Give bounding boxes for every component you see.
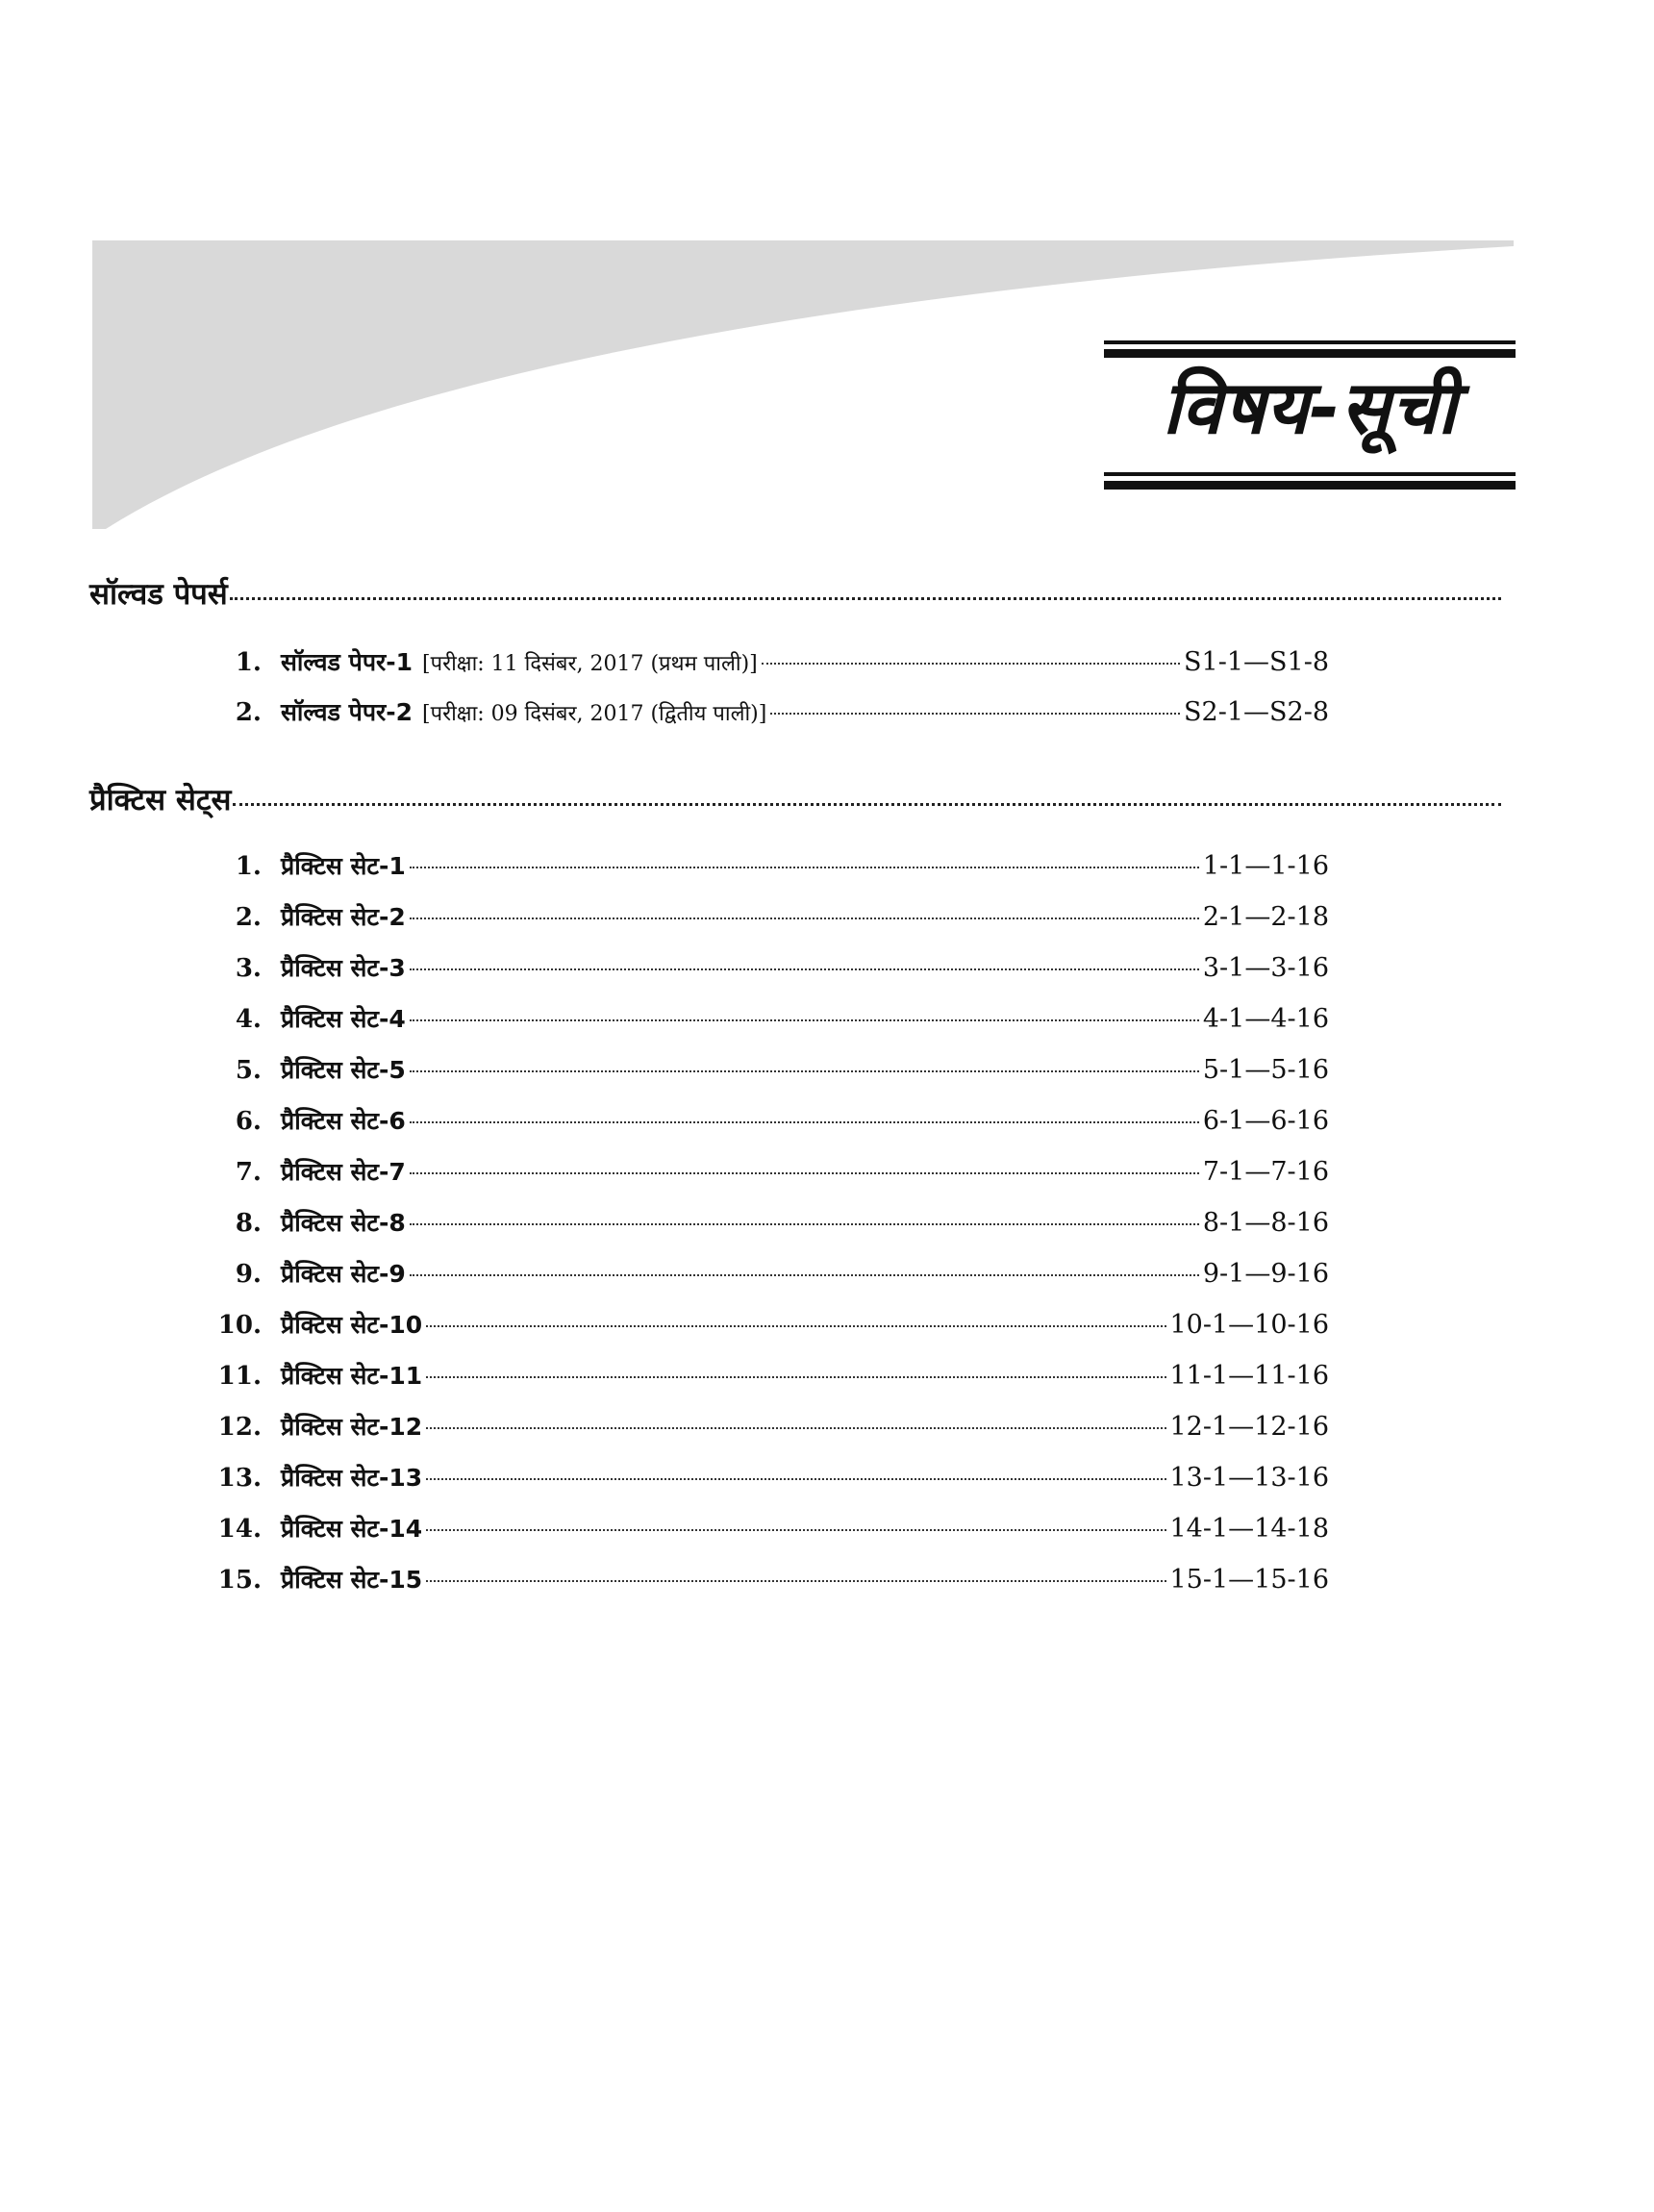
entry-page-range: 1-1—1-16 (1202, 851, 1329, 881)
entry-page-range: S2-1—S2-8 (1184, 697, 1329, 727)
entry-label: प्रैक्टिस सेट-10 (281, 1311, 423, 1339)
dot-leader (410, 1070, 1199, 1072)
entry-page-range: S1-1—S1-8 (1184, 647, 1329, 677)
entry-number: 2. (235, 903, 262, 932)
dot-leader (426, 1427, 1165, 1429)
entry-number: 14. (217, 1515, 262, 1544)
entry-number: 6. (235, 1107, 262, 1136)
toc-entry-practice-set-3[interactable] (221, 950, 1329, 987)
entry-page-range: 8-1—8-16 (1202, 1208, 1329, 1238)
dot-leader (410, 1121, 1199, 1123)
toc-entry-practice-set-8[interactable] (221, 1205, 1329, 1242)
entry-page-range: 4-1—4-16 (1202, 1004, 1329, 1034)
entry-label: प्रैक्टिस सेट-9 (281, 1260, 406, 1288)
dot-leader (410, 1172, 1199, 1174)
entry-number: 8. (235, 1209, 262, 1238)
toc-entry-practice-set-4[interactable] (221, 1001, 1329, 1038)
dot-leader (770, 713, 1180, 715)
entry-label: प्रैक्टिस सेट-7 (281, 1158, 406, 1186)
entry-number: 3. (235, 954, 262, 983)
entry-number: 11. (217, 1362, 262, 1391)
toc-entry-practice-set-15[interactable] (217, 1562, 1329, 1598)
entry-label: प्रैक्टिस सेट-8 (281, 1209, 406, 1237)
title-rule-bottom-thick (1104, 481, 1516, 490)
toc-entry-solved-paper-2[interactable] (221, 694, 1329, 733)
section-heading-solved-papers (89, 573, 1503, 614)
dot-leader (410, 1019, 1199, 1021)
entry-page-range: 15-1—15-16 (1169, 1565, 1329, 1595)
dot-leader (410, 968, 1199, 970)
dot-leader (410, 1274, 1199, 1276)
toc-entry-practice-set-7[interactable] (221, 1154, 1329, 1191)
entry-page-range: 12-1—12-16 (1169, 1412, 1329, 1442)
dot-leader (410, 917, 1199, 919)
entry-page-range: 7-1—7-16 (1202, 1157, 1329, 1187)
entry-label: प्रैक्टिस सेट-3 (281, 954, 406, 982)
entry-label: प्रैक्टिस सेट-2 (281, 903, 406, 931)
entry-number: 5. (235, 1056, 262, 1085)
page-title-block (1104, 340, 1516, 490)
title-rule-top-thin (1104, 340, 1516, 344)
entry-number: 2. (235, 698, 262, 727)
entry-page-range: 13-1—13-16 (1169, 1463, 1329, 1493)
dot-leader (426, 1529, 1165, 1531)
toc-entry-practice-set-9[interactable] (221, 1256, 1329, 1293)
entry-number: 10. (217, 1311, 262, 1340)
entry-number: 15. (217, 1566, 262, 1595)
toc-entry-practice-set-11[interactable] (217, 1358, 1329, 1395)
toc-entry-practice-set-6[interactable] (221, 1103, 1329, 1140)
entry-page-range: 10-1—10-16 (1169, 1310, 1329, 1340)
toc-entry-solved-paper-1[interactable] (221, 644, 1329, 683)
dot-leader (426, 1325, 1165, 1327)
entry-number: 13. (217, 1464, 262, 1493)
entry-label: सॉल्वड पेपर-1 (281, 648, 414, 676)
entry-number: 12. (217, 1413, 262, 1442)
toc-entry-practice-set-5[interactable] (221, 1052, 1329, 1089)
entry-label: सॉल्वड पेपर-2 (281, 698, 414, 726)
entry-label: प्रैक्टिस सेट-6 (281, 1107, 406, 1135)
toc-entry-practice-set-10[interactable] (217, 1307, 1329, 1344)
dot-leader (230, 597, 1501, 600)
section-heading-practice-sets (89, 779, 1503, 819)
page-title: विषय-सूची (1162, 364, 1458, 450)
toc-entry-practice-set-2[interactable] (221, 899, 1329, 936)
title-rule-bottom-thin (1104, 472, 1516, 476)
toc-entry-practice-set-13[interactable] (217, 1460, 1329, 1496)
section-title: सॉल्वड पेपर्स (89, 577, 228, 612)
dot-leader (762, 663, 1180, 665)
entry-exam-note: [परीक्षा: 09 दिसंबर, 2017 (द्वितीय पाली)] (422, 702, 767, 726)
toc-entry-practice-set-1[interactable] (221, 848, 1329, 885)
dot-leader (426, 1376, 1165, 1378)
entry-label: प्रैक्टिस सेट-15 (281, 1566, 423, 1594)
entry-number: 1. (235, 648, 262, 677)
dot-leader (410, 1223, 1199, 1225)
dot-leader (426, 1580, 1165, 1582)
entry-page-range: 14-1—14-18 (1169, 1514, 1329, 1544)
entry-label: प्रैक्टिस सेट-11 (281, 1362, 423, 1390)
entry-label: प्रैक्टिस सेट-5 (281, 1056, 406, 1084)
section-title: प्रैक्टिस सेट्स (89, 783, 232, 817)
entry-number: 1. (235, 852, 262, 881)
toc-entry-practice-set-14[interactable] (217, 1511, 1329, 1547)
title-rule-top-thick (1104, 349, 1516, 358)
entry-number: 7. (235, 1158, 262, 1187)
entry-label: प्रैक्टिस सेट-1 (281, 852, 406, 880)
entry-page-range: 3-1—3-16 (1202, 953, 1329, 983)
entry-exam-note: [परीक्षा: 11 दिसंबर, 2017 (प्रथम पाली)] (422, 652, 758, 676)
entry-label: प्रैक्टिस सेट-12 (281, 1413, 423, 1441)
entry-number: 9. (235, 1260, 262, 1289)
entry-page-range: 6-1—6-16 (1202, 1106, 1329, 1136)
dot-leader (410, 867, 1199, 868)
entry-page-range: 9-1—9-16 (1202, 1259, 1329, 1289)
dot-leader (233, 803, 1501, 806)
toc-entry-practice-set-12[interactable] (217, 1409, 1329, 1445)
entry-number: 4. (235, 1005, 262, 1034)
entry-label: प्रैक्टिस सेट-4 (281, 1005, 406, 1033)
entry-page-range: 11-1—11-16 (1169, 1361, 1329, 1391)
dot-leader (426, 1478, 1165, 1480)
entry-label: प्रैक्टिस सेट-13 (281, 1464, 423, 1492)
entry-label: प्रैक्टिस सेट-14 (281, 1515, 423, 1543)
entry-page-range: 2-1—2-18 (1202, 902, 1329, 932)
entry-page-range: 5-1—5-16 (1202, 1055, 1329, 1085)
